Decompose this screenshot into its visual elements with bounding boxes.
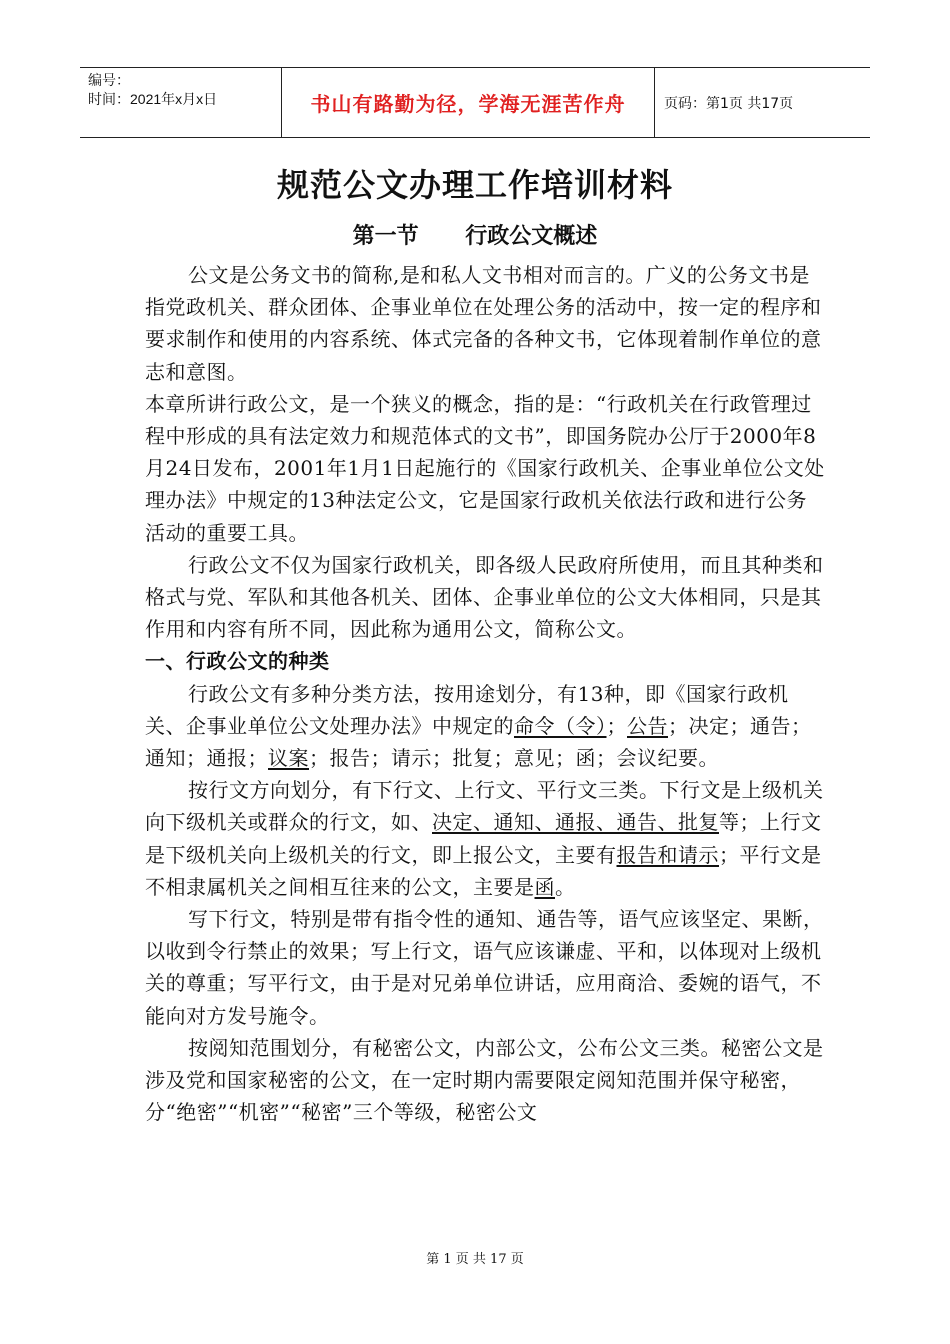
document-title: 规范公文办理工作培训材料 <box>276 166 673 204</box>
text-run: 行政公文有多种分类方法，按用途划分，有13种，即《国家行政机关、企事业单位公文处理办法》中规定的 <box>145 681 789 738</box>
page-info: 页码：第1页 共17页 <box>664 95 794 112</box>
text-run: ；决定；通告；通知；通报； <box>145 713 812 771</box>
underlined-term: 议案 <box>268 746 309 771</box>
paragraph: 行政公文不仅为国家行政机关，即各级人民政府所使用，而且其种类和格式与党、军队和其他各机关、团体、企事业单位的公文大体相同，只是其作用和内容有所不同，因此称为通用公文，简称公文。 <box>145 552 824 642</box>
page-footer: 第 1 页 共 17 页 <box>426 1252 524 1267</box>
paragraph: 公文是公务文书的简称,是和私人文书相对而言的。广义的公务文书是指党政机关、群众团体、企事业单位在处理公务的活动中，按一定的程序和要求制作和使用的内容系统、体式完备的各种文书，它体现着制作单位的意志和意图。 <box>145 263 822 384</box>
underlined-term: 函 <box>534 874 555 899</box>
time-label: 时间：2021年x月x日 <box>88 91 218 107</box>
header-left-cell <box>80 68 281 137</box>
motto-text: 书山有路勤为径，学海无涯苦作舟 <box>310 92 626 116</box>
underlined-term: 决定、通知、通报、通告、批复 <box>432 810 719 835</box>
text-run: 等；上行文是下级机关向上级机关的行文，即上报公文，主要有 <box>145 810 822 867</box>
text-run: ；报告；请示；批复；意见；函；会议纪要。 <box>309 746 719 771</box>
text-run: 。 <box>555 874 576 899</box>
document-body <box>145 259 825 1128</box>
paragraph: 本章所讲行政公文，是一个狭义的概念，指的是：“行政机关在行政管理过程中形成的具有法定效力和规范体式的文书”，即国务院办公厅于2000年8月24日发布，2001年1月1日起施行的《国家行政机关、企事业单位公文处理办法》中规定的13种法定公文，它是国家行政机关依法行政和进行公务活动的重要工具。 <box>145 391 825 545</box>
underlined-term: 命令（令） <box>514 713 607 738</box>
header-page-info-cell <box>655 68 870 137</box>
section-heading: 一、行政公文的种类 <box>145 649 330 674</box>
page-header-table <box>80 67 870 138</box>
text-run: ；平行文是不相隶属机关之间相互往来的公文，主要是 <box>145 842 822 899</box>
paragraph: 写下行文，特别是带有指令性的通知、通告等，语气应该坚定、果断，以收到令行禁止的效果；写上行文，语气应该谦虚、平和，以体现对上级机关的尊重；写平行文，由于是对兄弟单位讲话，应用商洽、委婉的语气，不能向对方发号施令。 <box>145 907 824 1028</box>
text-run: 按行文方向划分，有下行文、上行文、平行文三类。下行文是上级机关向下级机关或群众的行文，如、 <box>145 778 824 835</box>
section-title: 第一节 行政公文概述 <box>352 224 598 249</box>
paragraph: 按阅知范围划分，有秘密公文，内部公文，公布公文三类。秘密公文是涉及党和国家秘密的公文，在一定时期内需要限定阅知范围并保守秘密，分“绝密”“机密”“秘密”三个等级，秘密公文 <box>145 1035 824 1125</box>
text-run: ； <box>606 713 627 738</box>
header-motto-cell <box>281 68 655 137</box>
paragraph <box>145 774 825 903</box>
underlined-term: 报告和请示 <box>616 842 719 867</box>
number-label: 编号： <box>88 72 130 88</box>
underlined-term: 公告 <box>627 713 668 738</box>
paragraph <box>145 678 825 775</box>
